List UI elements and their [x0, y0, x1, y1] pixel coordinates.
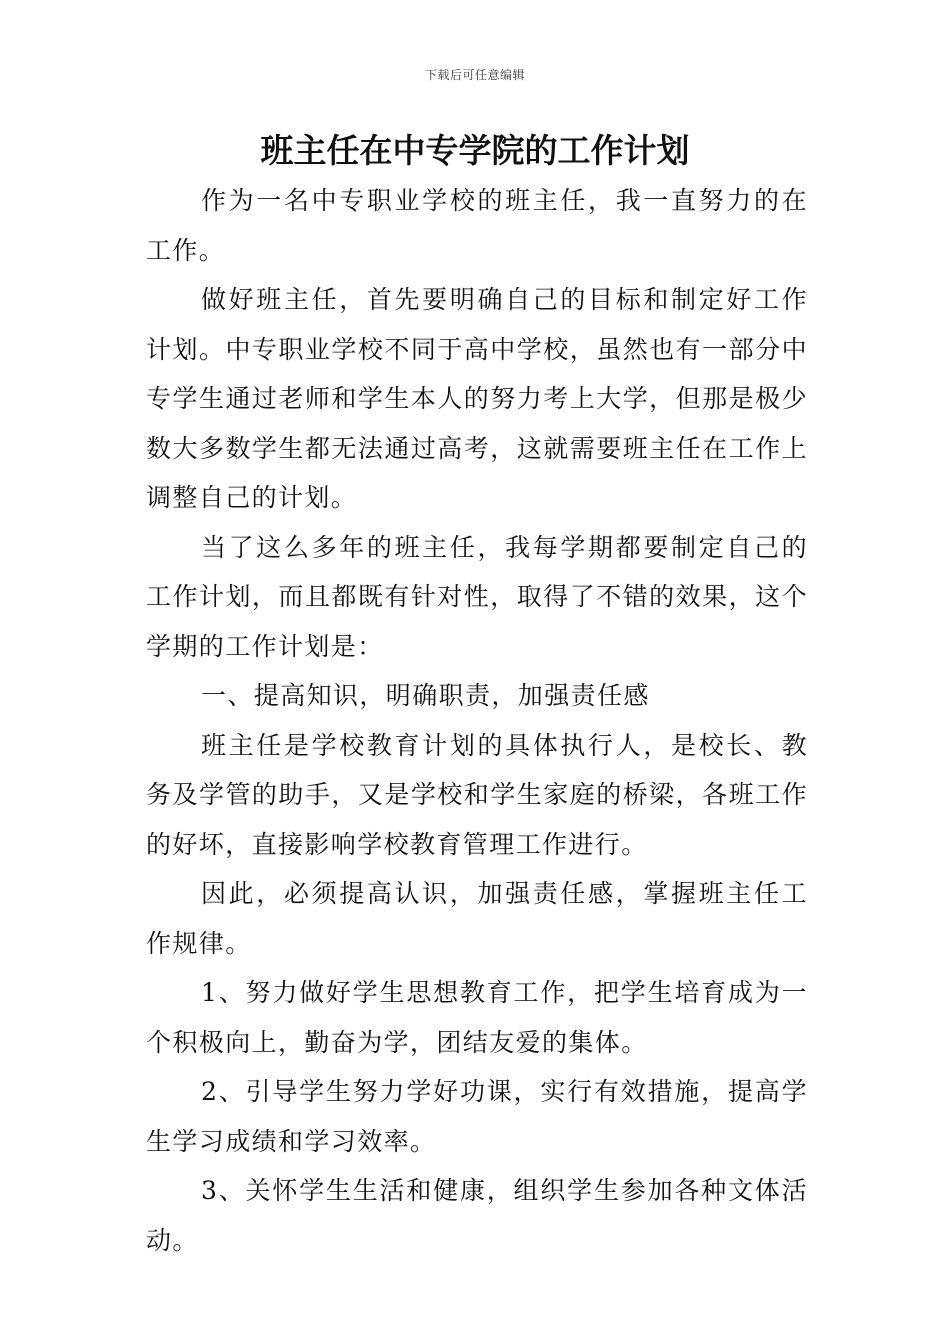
document-title: 班主任在中专学院的工作计划: [260, 131, 690, 170]
document-body: [146, 176, 808, 1265]
paragraph: 因此，必须提高认识，加强责任感，掌握班主任工作规律。: [146, 879, 808, 958]
section-heading: 一、提高知识，明确职责，加强责任感: [201, 681, 650, 710]
list-item: 3、关怀学生生活和健康，组织学生参加各种文体活动。: [146, 1176, 808, 1255]
paragraph: 做好班主任，首先要明确自己的目标和制定好工作计划。中专职业学校不同于高中学校，虽然也有一部分中专学生通过老师和学生本人的努力考上大学，但那是极少数大多数学生都无法通过高考，这就需要班主任在工作上调整自己的计划。: [146, 285, 808, 512]
header-note: 下载后可任意编辑: [424, 68, 525, 82]
paragraph: 班主任是学校教育计划的具体执行人，是校长、教务及学管的助手，又是学校和学生家庭的桥梁，各班工作的好坏，直接影响学校教育管理工作进行。: [146, 730, 808, 859]
paragraph: 当了这么多年的班主任，我每学期都要制定自己的工作计划，而且都既有针对性，取得了不错的效果，这个学期的工作计划是：: [146, 532, 808, 661]
list-item: 2、引导学生努力学好功课，实行有效措施，提高学生学习成绩和学习效率。: [146, 1077, 808, 1156]
list-item: 1、努力做好学生思想教育工作，把学生培育成为一个积极向上，勤奋为学，团结友爱的集体。: [146, 978, 808, 1057]
paragraph: 作为一名中专职业学校的班主任，我一直努力的在工作。: [146, 186, 808, 265]
